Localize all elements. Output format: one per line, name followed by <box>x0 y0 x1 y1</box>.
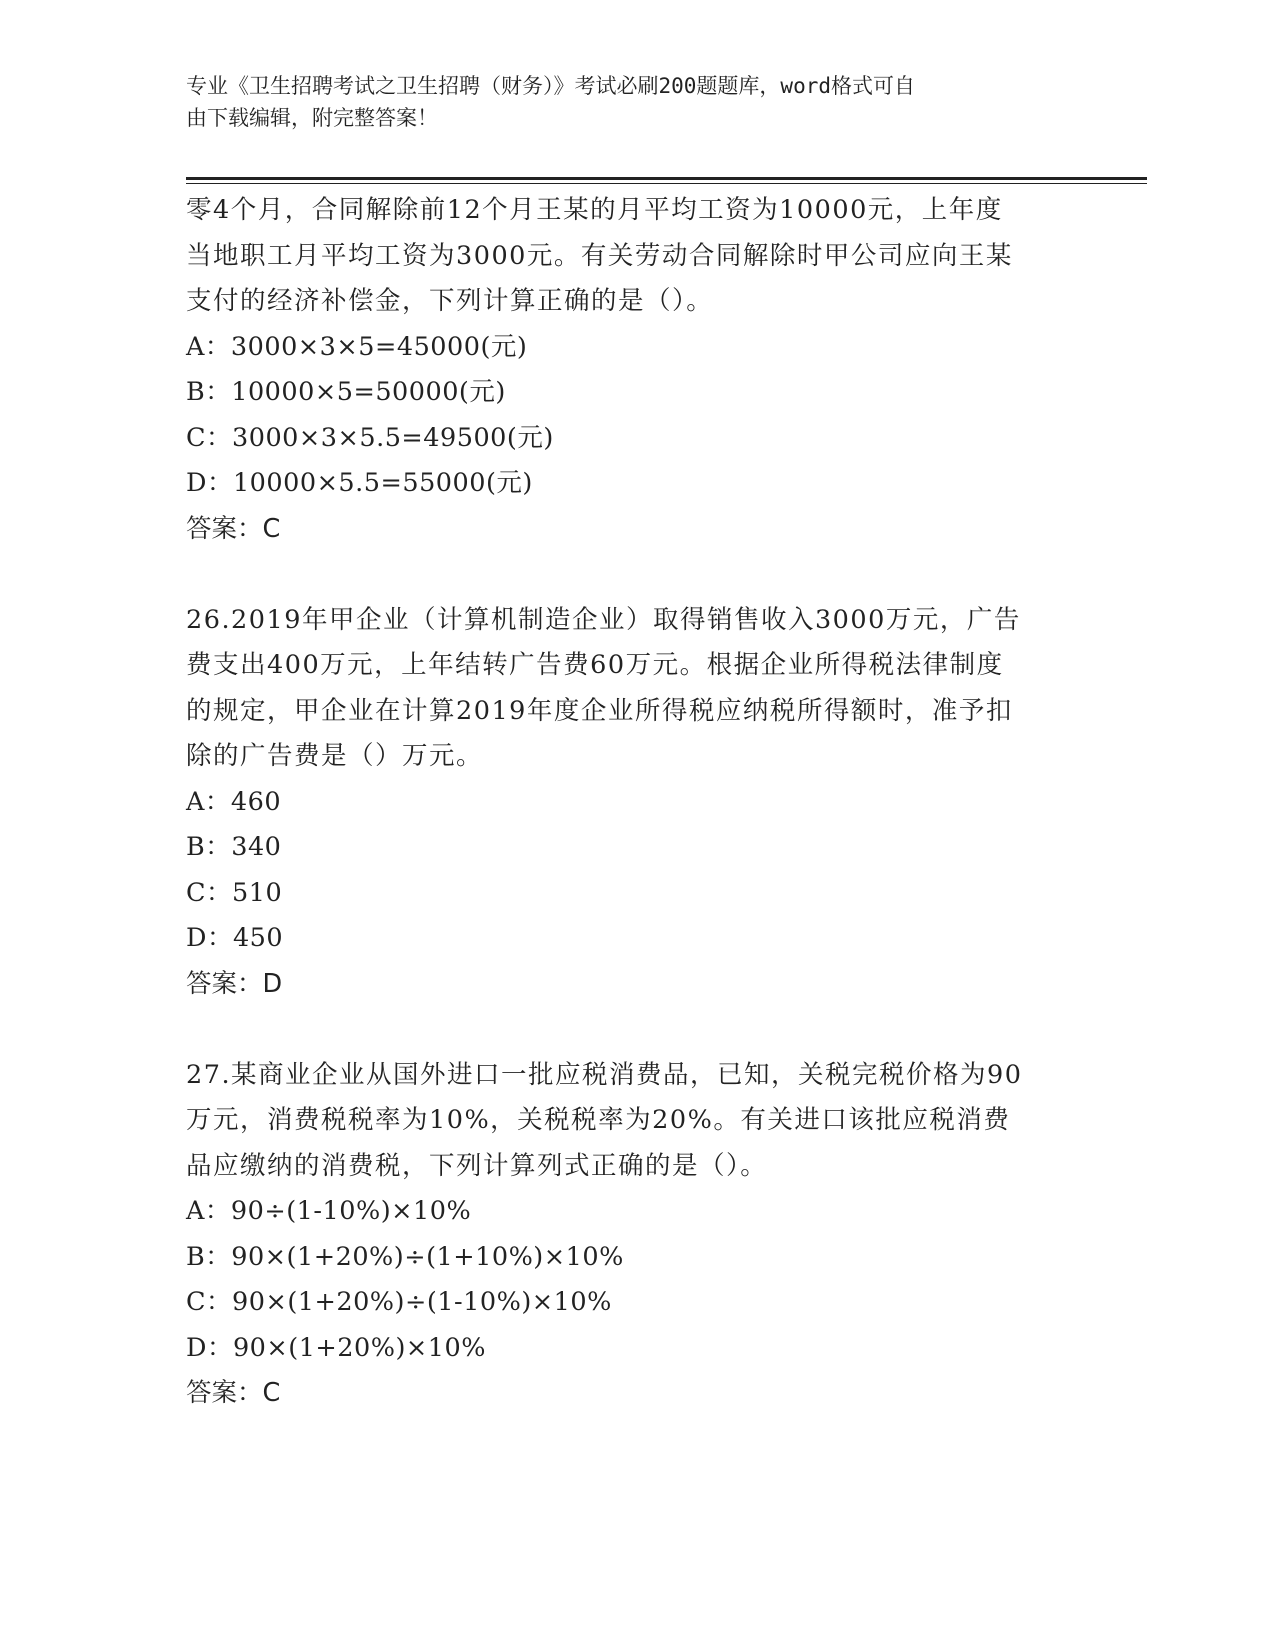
question-stem-line: 品应缴纳的消费税，下列计算列式正确的是（）。 <box>186 1150 768 1181</box>
question-27 <box>186 1053 1086 1417</box>
option-d: D：450 <box>186 923 284 953</box>
option-b: B：90×(1+20%)÷(1+10%)×10% <box>186 1241 624 1272</box>
answer-label: 答案：D <box>186 968 283 999</box>
question-stem-line: 零4个月，合同解除前12个月王某的月平均工资为10000元，上年度 <box>186 195 1003 225</box>
question-26 <box>186 598 1086 1008</box>
header-rule-thick <box>186 177 1147 180</box>
option-b: B：10000×5=50000(元) <box>186 377 506 407</box>
option-c: C：90×(1+20%)÷(1-10%)×10% <box>186 1287 612 1317</box>
question-stem-line: 当地职工月平均工资为3000元。有关劳动合同解除时甲公司应向王某 <box>186 240 1013 271</box>
question-stem-line: 27.某商业企业从国外进口一批应税消费品，已知，关税完税价格为90 <box>186 1059 1023 1090</box>
header-rule-thin <box>186 183 1147 184</box>
spacer <box>186 552 1086 598</box>
answer-label: 答案：C <box>186 513 281 544</box>
question-stem-line: 除的广告费是（）万元。 <box>186 741 484 771</box>
question-stem-line: 费支出400万元，上年结转广告费60万元。根据企业所得税法律制度 <box>186 650 1004 680</box>
header-line-1: 专业《卫生招聘考试之卫生招聘（财务）》考试必刷200题题库，word格式可自 <box>186 74 915 98</box>
answer-label: 答案：C <box>186 1378 281 1408</box>
question-stem-line: 支付的经济补偿金，下列计算正确的是（）。 <box>186 286 714 316</box>
option-b: B：340 <box>186 832 282 862</box>
option-a: A：460 <box>186 786 282 817</box>
spacer <box>186 1007 1086 1053</box>
question-stem-line: 26.2019年甲企业（计算机制造企业）取得销售收入3000万元，广告 <box>186 604 1021 635</box>
option-d: D：10000×5.5=55000(元) <box>186 468 533 498</box>
option-c: C：510 <box>186 877 283 908</box>
option-d: D：90×(1+20%)×10% <box>186 1332 486 1363</box>
question-25 <box>186 188 1086 552</box>
question-stem-line: 万元，消费税税率为10%，关税税率为20%。有关进口该批应税消费 <box>186 1105 1011 1135</box>
option-a: A：90÷(1-10%)×10% <box>186 1196 472 1226</box>
option-c: C：3000×3×5.5=49500(元) <box>186 422 554 453</box>
header-line-2: 由下载编辑，附完整答案！ <box>186 106 438 130</box>
question-stem-line: 的规定，甲企业在计算2019年度企业所得税应纳税所得额时，准予扣 <box>186 695 1013 726</box>
question-list <box>186 188 1086 1417</box>
option-a: A：3000×3×5=45000(元) <box>186 331 528 362</box>
document-header <box>186 70 1066 134</box>
